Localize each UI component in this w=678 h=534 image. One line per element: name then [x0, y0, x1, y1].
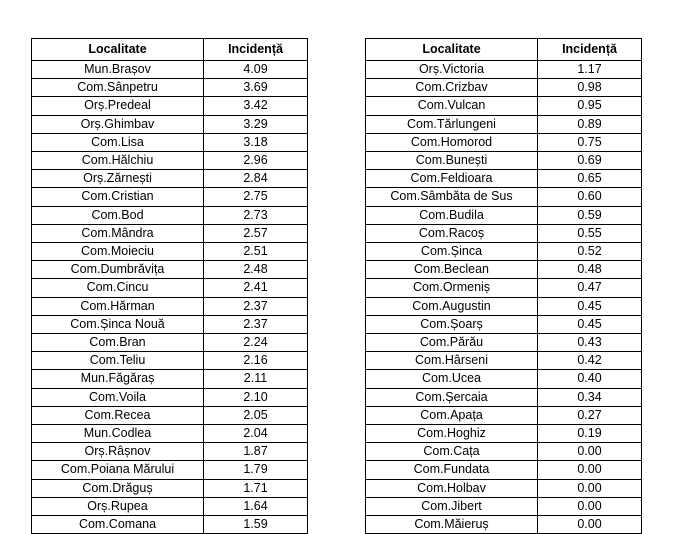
cell-incidenta: 0.45 — [538, 297, 642, 315]
cell-incidenta: 3.42 — [204, 97, 308, 115]
table-body — [366, 61, 642, 534]
table-row — [366, 315, 642, 333]
table-row — [366, 279, 642, 297]
header-localitate: Localitate — [32, 39, 204, 61]
table-row — [32, 243, 308, 261]
incidence-table-left — [31, 38, 308, 534]
table-row — [32, 170, 308, 188]
cell-incidenta: 0.00 — [538, 479, 642, 497]
cell-localitate: Com.Cincu — [32, 279, 204, 297]
cell-incidenta: 3.69 — [204, 79, 308, 97]
table-row — [32, 188, 308, 206]
table-row — [366, 261, 642, 279]
cell-localitate: Com.Dumbrăvița — [32, 261, 204, 279]
table-row — [366, 352, 642, 370]
table-header-row — [366, 39, 642, 61]
table-row — [366, 170, 642, 188]
table-row — [32, 224, 308, 242]
table-row — [32, 370, 308, 388]
cell-localitate: Com.Sâmbăta de Sus — [366, 188, 538, 206]
cell-incidenta: 2.57 — [204, 224, 308, 242]
incidence-table-right — [365, 38, 642, 534]
table-row — [32, 206, 308, 224]
cell-localitate: Com.Șoarș — [366, 315, 538, 333]
cell-localitate: Com.Lisa — [32, 133, 204, 151]
cell-incidenta: 0.95 — [538, 97, 642, 115]
cell-localitate: Com.Racoș — [366, 224, 538, 242]
cell-localitate: Com.Hălchiu — [32, 152, 204, 170]
table-row — [366, 115, 642, 133]
table-row — [32, 79, 308, 97]
cell-localitate: Com.Beclean — [366, 261, 538, 279]
table-row — [32, 479, 308, 497]
cell-localitate: Com.Bunești — [366, 152, 538, 170]
cell-incidenta: 0.69 — [538, 152, 642, 170]
table-row — [366, 79, 642, 97]
cell-incidenta: 0.47 — [538, 279, 642, 297]
cell-localitate: Com.Poiana Mărului — [32, 461, 204, 479]
cell-localitate: Com.Moieciu — [32, 243, 204, 261]
cell-incidenta: 0.00 — [538, 516, 642, 534]
cell-incidenta: 2.16 — [204, 352, 308, 370]
header-localitate: Localitate — [366, 39, 538, 61]
cell-localitate: Orș.Zărnești — [32, 170, 204, 188]
cell-localitate: Orș.Rupea — [32, 497, 204, 515]
cell-incidenta: 2.05 — [204, 406, 308, 424]
cell-incidenta: 1.79 — [204, 461, 308, 479]
table-row — [32, 352, 308, 370]
cell-localitate: Com.Vulcan — [366, 97, 538, 115]
cell-localitate: Com.Șinca Nouă — [32, 315, 204, 333]
cell-localitate: Com.Comana — [32, 516, 204, 534]
cell-localitate: Com.Augustin — [366, 297, 538, 315]
cell-incidenta: 0.27 — [538, 406, 642, 424]
cell-localitate: Com.Bran — [32, 334, 204, 352]
cell-localitate: Com.Holbav — [366, 479, 538, 497]
table-body — [32, 61, 308, 534]
cell-incidenta: 0.75 — [538, 133, 642, 151]
table-row — [32, 133, 308, 151]
cell-incidenta: 0.00 — [538, 461, 642, 479]
cell-localitate: Com.Teliu — [32, 352, 204, 370]
cell-localitate: Com.Bod — [32, 206, 204, 224]
cell-incidenta: 1.17 — [538, 61, 642, 79]
cell-localitate: Com.Șercaia — [366, 388, 538, 406]
cell-localitate: Com.Ormeniș — [366, 279, 538, 297]
table-row — [366, 461, 642, 479]
cell-incidenta: 2.96 — [204, 152, 308, 170]
table-row — [366, 133, 642, 151]
cell-localitate: Com.Voila — [32, 388, 204, 406]
table-row — [32, 443, 308, 461]
cell-incidenta: 0.60 — [538, 188, 642, 206]
table-row — [366, 188, 642, 206]
cell-localitate: Com.Fundata — [366, 461, 538, 479]
cell-localitate: Com.Drăguș — [32, 479, 204, 497]
cell-incidenta: 0.55 — [538, 224, 642, 242]
table-row — [366, 425, 642, 443]
table-row — [32, 461, 308, 479]
cell-incidenta: 2.11 — [204, 370, 308, 388]
cell-incidenta: 0.43 — [538, 334, 642, 352]
table-row — [32, 61, 308, 79]
table-row — [366, 479, 642, 497]
table-row — [32, 497, 308, 515]
cell-incidenta: 0.48 — [538, 261, 642, 279]
cell-localitate: Com.Crizbav — [366, 79, 538, 97]
cell-localitate: Com.Feldioara — [366, 170, 538, 188]
cell-incidenta: 1.59 — [204, 516, 308, 534]
cell-incidenta: 0.00 — [538, 443, 642, 461]
table-row — [366, 97, 642, 115]
table-header-row — [32, 39, 308, 61]
cell-incidenta: 1.87 — [204, 443, 308, 461]
cell-incidenta: 2.04 — [204, 425, 308, 443]
cell-localitate: Com.Șinca — [366, 243, 538, 261]
cell-localitate: Com.Hărman — [32, 297, 204, 315]
cell-localitate: Mun.Codlea — [32, 425, 204, 443]
cell-localitate: Com.Hoghiz — [366, 425, 538, 443]
cell-incidenta: 2.37 — [204, 297, 308, 315]
cell-incidenta: 0.00 — [538, 497, 642, 515]
cell-localitate: Mun.Făgăraș — [32, 370, 204, 388]
cell-localitate: Com.Homorod — [366, 133, 538, 151]
cell-localitate: Com.Mândra — [32, 224, 204, 242]
cell-localitate: Com.Ucea — [366, 370, 538, 388]
table-row — [366, 516, 642, 534]
cell-localitate: Com.Cristian — [32, 188, 204, 206]
cell-incidenta: 2.41 — [204, 279, 308, 297]
table-row — [366, 224, 642, 242]
table-row — [32, 297, 308, 315]
cell-incidenta: 2.10 — [204, 388, 308, 406]
table-row — [32, 261, 308, 279]
cell-incidenta: 0.40 — [538, 370, 642, 388]
table-row — [32, 152, 308, 170]
cell-localitate: Com.Apața — [366, 406, 538, 424]
cell-incidenta: 0.52 — [538, 243, 642, 261]
cell-incidenta: 3.29 — [204, 115, 308, 133]
table-row — [366, 370, 642, 388]
table-row — [32, 425, 308, 443]
header-incidenta: Incidență — [538, 39, 642, 61]
cell-incidenta: 2.37 — [204, 315, 308, 333]
table-row — [32, 315, 308, 333]
cell-incidenta: 3.18 — [204, 133, 308, 151]
cell-incidenta: 4.09 — [204, 61, 308, 79]
cell-incidenta: 0.98 — [538, 79, 642, 97]
cell-localitate: Com.Sânpetru — [32, 79, 204, 97]
cell-incidenta: 2.75 — [204, 188, 308, 206]
table-row — [366, 334, 642, 352]
cell-incidenta: 0.42 — [538, 352, 642, 370]
table-row — [366, 388, 642, 406]
table-row — [32, 388, 308, 406]
cell-incidenta: 0.89 — [538, 115, 642, 133]
cell-incidenta: 1.71 — [204, 479, 308, 497]
table-row — [366, 497, 642, 515]
cell-incidenta: 0.59 — [538, 206, 642, 224]
cell-localitate: Orș.Ghimbav — [32, 115, 204, 133]
cell-localitate: Com.Părău — [366, 334, 538, 352]
cell-localitate: Orș.Predeal — [32, 97, 204, 115]
cell-localitate: Com.Tărlungeni — [366, 115, 538, 133]
table-row — [366, 206, 642, 224]
cell-incidenta: 1.64 — [204, 497, 308, 515]
cell-localitate: Com.Budila — [366, 206, 538, 224]
table-row — [32, 334, 308, 352]
cell-localitate: Orș.Victoria — [366, 61, 538, 79]
table-row — [366, 61, 642, 79]
cell-incidenta: 0.19 — [538, 425, 642, 443]
table-row — [366, 243, 642, 261]
cell-localitate: Com.Hârseni — [366, 352, 538, 370]
table-row — [366, 297, 642, 315]
table-row — [366, 152, 642, 170]
cell-incidenta: 2.51 — [204, 243, 308, 261]
table-row — [32, 115, 308, 133]
cell-incidenta: 2.48 — [204, 261, 308, 279]
cell-incidenta: 0.34 — [538, 388, 642, 406]
table-row — [32, 279, 308, 297]
cell-incidenta: 0.65 — [538, 170, 642, 188]
table-row — [32, 406, 308, 424]
header-incidenta: Incidență — [204, 39, 308, 61]
cell-localitate: Mun.Brașov — [32, 61, 204, 79]
cell-localitate: Com.Recea — [32, 406, 204, 424]
cell-localitate: Com.Măieruș — [366, 516, 538, 534]
cell-localitate: Com.Jibert — [366, 497, 538, 515]
table-row — [366, 443, 642, 461]
cell-localitate: Orș.Râșnov — [32, 443, 204, 461]
cell-incidenta: 0.45 — [538, 315, 642, 333]
cell-localitate: Com.Cața — [366, 443, 538, 461]
table-row — [32, 516, 308, 534]
cell-incidenta: 2.84 — [204, 170, 308, 188]
table-row — [32, 97, 308, 115]
cell-incidenta: 2.73 — [204, 206, 308, 224]
table-row — [366, 406, 642, 424]
cell-incidenta: 2.24 — [204, 334, 308, 352]
